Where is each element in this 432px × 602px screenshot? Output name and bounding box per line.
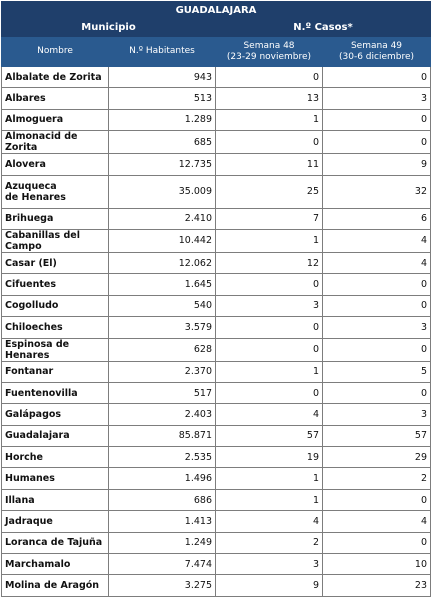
municipio-name-cell: Cogolludo [2, 295, 109, 316]
table-title: GUADALAJARA [2, 2, 431, 19]
cases-table [1, 1, 431, 597]
habitantes-cell: 3.275 [109, 575, 216, 596]
semana48-cell: 0 [216, 131, 323, 154]
habitantes-cell: 1.289 [109, 109, 216, 130]
semana49-label: Semana 49 [350, 40, 403, 51]
table-row [2, 88, 431, 109]
semana49-cell: 4 [323, 229, 431, 252]
habitantes-cell: 2.370 [109, 361, 216, 382]
municipio-header: Municipio [2, 19, 216, 37]
table-body [2, 67, 431, 597]
semana48-cell: 1 [216, 489, 323, 510]
table-row [2, 532, 431, 553]
semana49-cell: 2 [323, 468, 431, 489]
municipio-name-cell: Molina de Aragón [2, 575, 109, 596]
semana48-cell: 0 [216, 382, 323, 403]
municipio-name-cell: Azuqueca de Henares [2, 175, 109, 208]
semana48-cell: 2 [216, 532, 323, 553]
habitantes-cell: 513 [109, 88, 216, 109]
semana48-label: Semana 48 [243, 40, 295, 51]
municipio-name-cell: Cabanillas del Campo [2, 229, 109, 252]
municipio-name-cell: Marchamalo [2, 554, 109, 575]
table-row [2, 404, 431, 425]
semana48-cell: 3 [216, 554, 323, 575]
semana48-cell: 7 [216, 208, 323, 229]
semana48-cell: 0 [216, 67, 323, 88]
semana48-header [216, 37, 323, 67]
municipio-name-cell: Horche [2, 447, 109, 468]
semana48-cell: 0 [216, 274, 323, 295]
habitantes-cell: 2.535 [109, 447, 216, 468]
semana48-cell: 12 [216, 252, 323, 273]
table-row [2, 175, 431, 208]
semana49-cell: 9 [323, 154, 431, 175]
table-row [2, 382, 431, 403]
semana49-cell: 4 [323, 511, 431, 532]
municipio-name-cell: Almoguera [2, 109, 109, 130]
habitantes-cell: 2.403 [109, 404, 216, 425]
semana49-cell: 3 [323, 317, 431, 338]
semana49-cell: 0 [323, 382, 431, 403]
habitantes-cell: 10.442 [109, 229, 216, 252]
semana49-header [323, 37, 431, 67]
semana49-cell: 4 [323, 252, 431, 273]
municipio-name-cell: Loranca de Tajuña [2, 532, 109, 553]
municipio-name-cell: Espinosa de Henares [2, 338, 109, 361]
habitantes-cell: 1.645 [109, 274, 216, 295]
habitantes-cell: 2.410 [109, 208, 216, 229]
table-row [2, 295, 431, 316]
table-row [2, 131, 431, 154]
table-row [2, 554, 431, 575]
semana49-cell: 29 [323, 447, 431, 468]
table-row [2, 338, 431, 361]
semana49-cell: 0 [323, 67, 431, 88]
semana49-cell: 0 [323, 489, 431, 510]
semana48-cell: 4 [216, 511, 323, 532]
semana48-cell: 25 [216, 175, 323, 208]
table-row [2, 425, 431, 446]
table-row [2, 361, 431, 382]
municipio-name-cell: Chiloeches [2, 317, 109, 338]
semana49-cell: 57 [323, 425, 431, 446]
semana49-range: (30-6 diciembre) [338, 51, 415, 62]
semana48-cell: 4 [216, 404, 323, 425]
habitantes-cell: 1.413 [109, 511, 216, 532]
table-row [2, 575, 431, 596]
semana49-cell: 10 [323, 554, 431, 575]
table-row [2, 317, 431, 338]
table-row [2, 229, 431, 252]
semana49-cell: 0 [323, 131, 431, 154]
habitantes-cell: 685 [109, 131, 216, 154]
habitantes-cell: 540 [109, 295, 216, 316]
semana48-range: (23-29 noviembre) [226, 51, 312, 62]
habitantes-header: N.º Habitantes [109, 37, 216, 67]
habitantes-cell: 85.871 [109, 425, 216, 446]
semana48-cell: 1 [216, 468, 323, 489]
municipio-name-cell: Fuentenovilla [2, 382, 109, 403]
habitantes-cell: 943 [109, 67, 216, 88]
semana49-cell: 0 [323, 532, 431, 553]
municipio-name-cell: Fontanar [2, 361, 109, 382]
semana49-cell: 32 [323, 175, 431, 208]
semana49-cell: 0 [323, 274, 431, 295]
habitantes-cell: 1.496 [109, 468, 216, 489]
semana49-cell: 6 [323, 208, 431, 229]
semana49-cell: 0 [323, 109, 431, 130]
habitantes-cell: 7.474 [109, 554, 216, 575]
semana49-cell: 23 [323, 575, 431, 596]
semana49-cell: 5 [323, 361, 431, 382]
municipio-name-cell: Humanes [2, 468, 109, 489]
semana48-cell: 13 [216, 88, 323, 109]
semana49-cell: 0 [323, 338, 431, 361]
municipio-name-cell: Cifuentes [2, 274, 109, 295]
municipio-name-cell: Illana [2, 489, 109, 510]
habitantes-cell: 517 [109, 382, 216, 403]
habitantes-cell: 686 [109, 489, 216, 510]
habitantes-cell: 35.009 [109, 175, 216, 208]
municipio-name-cell: Albares [2, 88, 109, 109]
semana48-cell: 0 [216, 317, 323, 338]
municipio-name-cell: Guadalajara [2, 425, 109, 446]
semana48-cell: 1 [216, 109, 323, 130]
table-row [2, 468, 431, 489]
municipio-name-cell: Galápagos [2, 404, 109, 425]
nombre-header: Nombre [2, 37, 109, 67]
semana48-cell: 1 [216, 361, 323, 382]
table-row [2, 274, 431, 295]
habitantes-cell: 3.579 [109, 317, 216, 338]
table-row [2, 489, 431, 510]
municipio-name-cell: Almonacid de Zorita [2, 131, 109, 154]
semana48-cell: 1 [216, 229, 323, 252]
semana48-cell: 0 [216, 338, 323, 361]
habitantes-cell: 12.735 [109, 154, 216, 175]
municipio-name-cell: Brihuega [2, 208, 109, 229]
habitantes-cell: 628 [109, 338, 216, 361]
table-row [2, 67, 431, 88]
municipio-name-cell: Albalate de Zorita [2, 67, 109, 88]
table-row [2, 154, 431, 175]
semana49-cell: 0 [323, 295, 431, 316]
semana48-cell: 19 [216, 447, 323, 468]
semana48-cell: 3 [216, 295, 323, 316]
habitantes-cell: 12.062 [109, 252, 216, 273]
semana48-cell: 9 [216, 575, 323, 596]
semana48-cell: 57 [216, 425, 323, 446]
casos-header: N.º Casos* [216, 19, 431, 37]
semana49-cell: 3 [323, 404, 431, 425]
municipio-name-cell: Jadraque [2, 511, 109, 532]
semana49-cell: 3 [323, 88, 431, 109]
table-row [2, 109, 431, 130]
municipio-name-cell: Casar (El) [2, 252, 109, 273]
habitantes-cell: 1.249 [109, 532, 216, 553]
table-row [2, 208, 431, 229]
table-row [2, 447, 431, 468]
semana48-cell: 11 [216, 154, 323, 175]
table-row [2, 511, 431, 532]
table-row [2, 252, 431, 273]
municipio-name-cell: Alovera [2, 154, 109, 175]
